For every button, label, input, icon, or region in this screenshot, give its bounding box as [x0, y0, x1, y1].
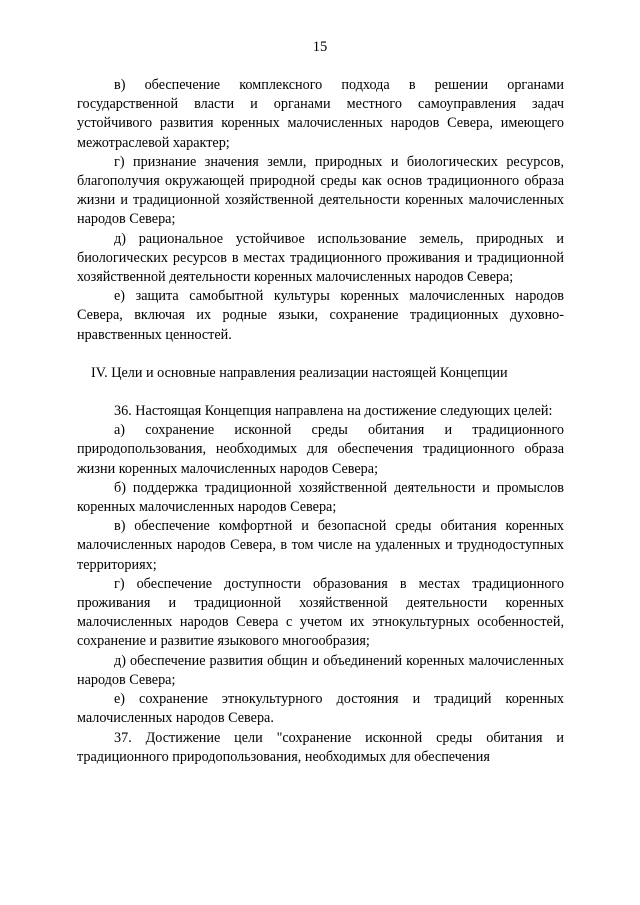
- section-heading: IV. Цели и основные направления реализации настоящей Концепции: [91, 364, 508, 381]
- spacer: [77, 383, 564, 402]
- paragraph-e: е) защита самобытной культуры коренных малочисленных народов Севера, включая их родные языки, сохранение традиционных духовно-нравственных ценностей.: [77, 288, 564, 343]
- goal-g: г) обеспечение доступности образования в местах традиционного проживания и традиционной хозяйственной деятельности коренных малочисленных народов Севера с учетом их этнокультурных особенностей, сохранение и развитие языкового многообразия;: [77, 575, 564, 650]
- goal-a: а) сохранение исконной среды обитания и традиционного природопользования, необходимых для обеспечения традиционного образа жизни коренных малочисленных народов Севера;: [77, 422, 564, 477]
- goal-b: б) поддержка традиционной хозяйственной деятельности и промыслов коренных малочисленных народов Севера;: [77, 479, 564, 516]
- paragraph-37: 37. Достижение цели "сохранение исконной среды обитания и традиционного природопользования, необходимых для обеспечения: [77, 729, 564, 765]
- goal-d: д) обеспечение развития общин и объединений коренных малочисленных народов Севера;: [77, 652, 564, 688]
- spacer: [77, 345, 564, 364]
- paragraph-36: 36. Настоящая Концепция направлена на достижение следующих целей:: [114, 403, 553, 420]
- goal-e: е) сохранение этнокультурного достояния и традиций коренных малочисленных народов Севера.: [77, 691, 564, 727]
- paragraph-v: в) обеспечение комплексного подхода в решении органами государственной власти и органами местного самоуправления задач устойчивого развития коренных малочисленных народов Севера, имеющего межотраслевой характер;: [77, 77, 564, 151]
- goal-v: в) обеспечение комфортной и безопасной среды обитания коренных малочисленных народов Севера, в том числе на удаленных и труднодоступных территориях;: [77, 518, 564, 573]
- paragraph-d: д) рациональное устойчивое использование земель, природных и биологических ресурсов в местах традиционного проживания и традиционной хозяйственной деятельности коренных малочисленных народов Севера;: [77, 230, 564, 286]
- paragraph-g: г) признание значения земли, природных и биологических ресурсов, благополучия окружающей природной среды как основ традиционного образа жизни и традиционной хозяйственной деятельности коренных малочисленных народов Севера;: [77, 153, 564, 228]
- page-number: 15: [312, 39, 328, 55]
- document-body: [77, 76, 564, 767]
